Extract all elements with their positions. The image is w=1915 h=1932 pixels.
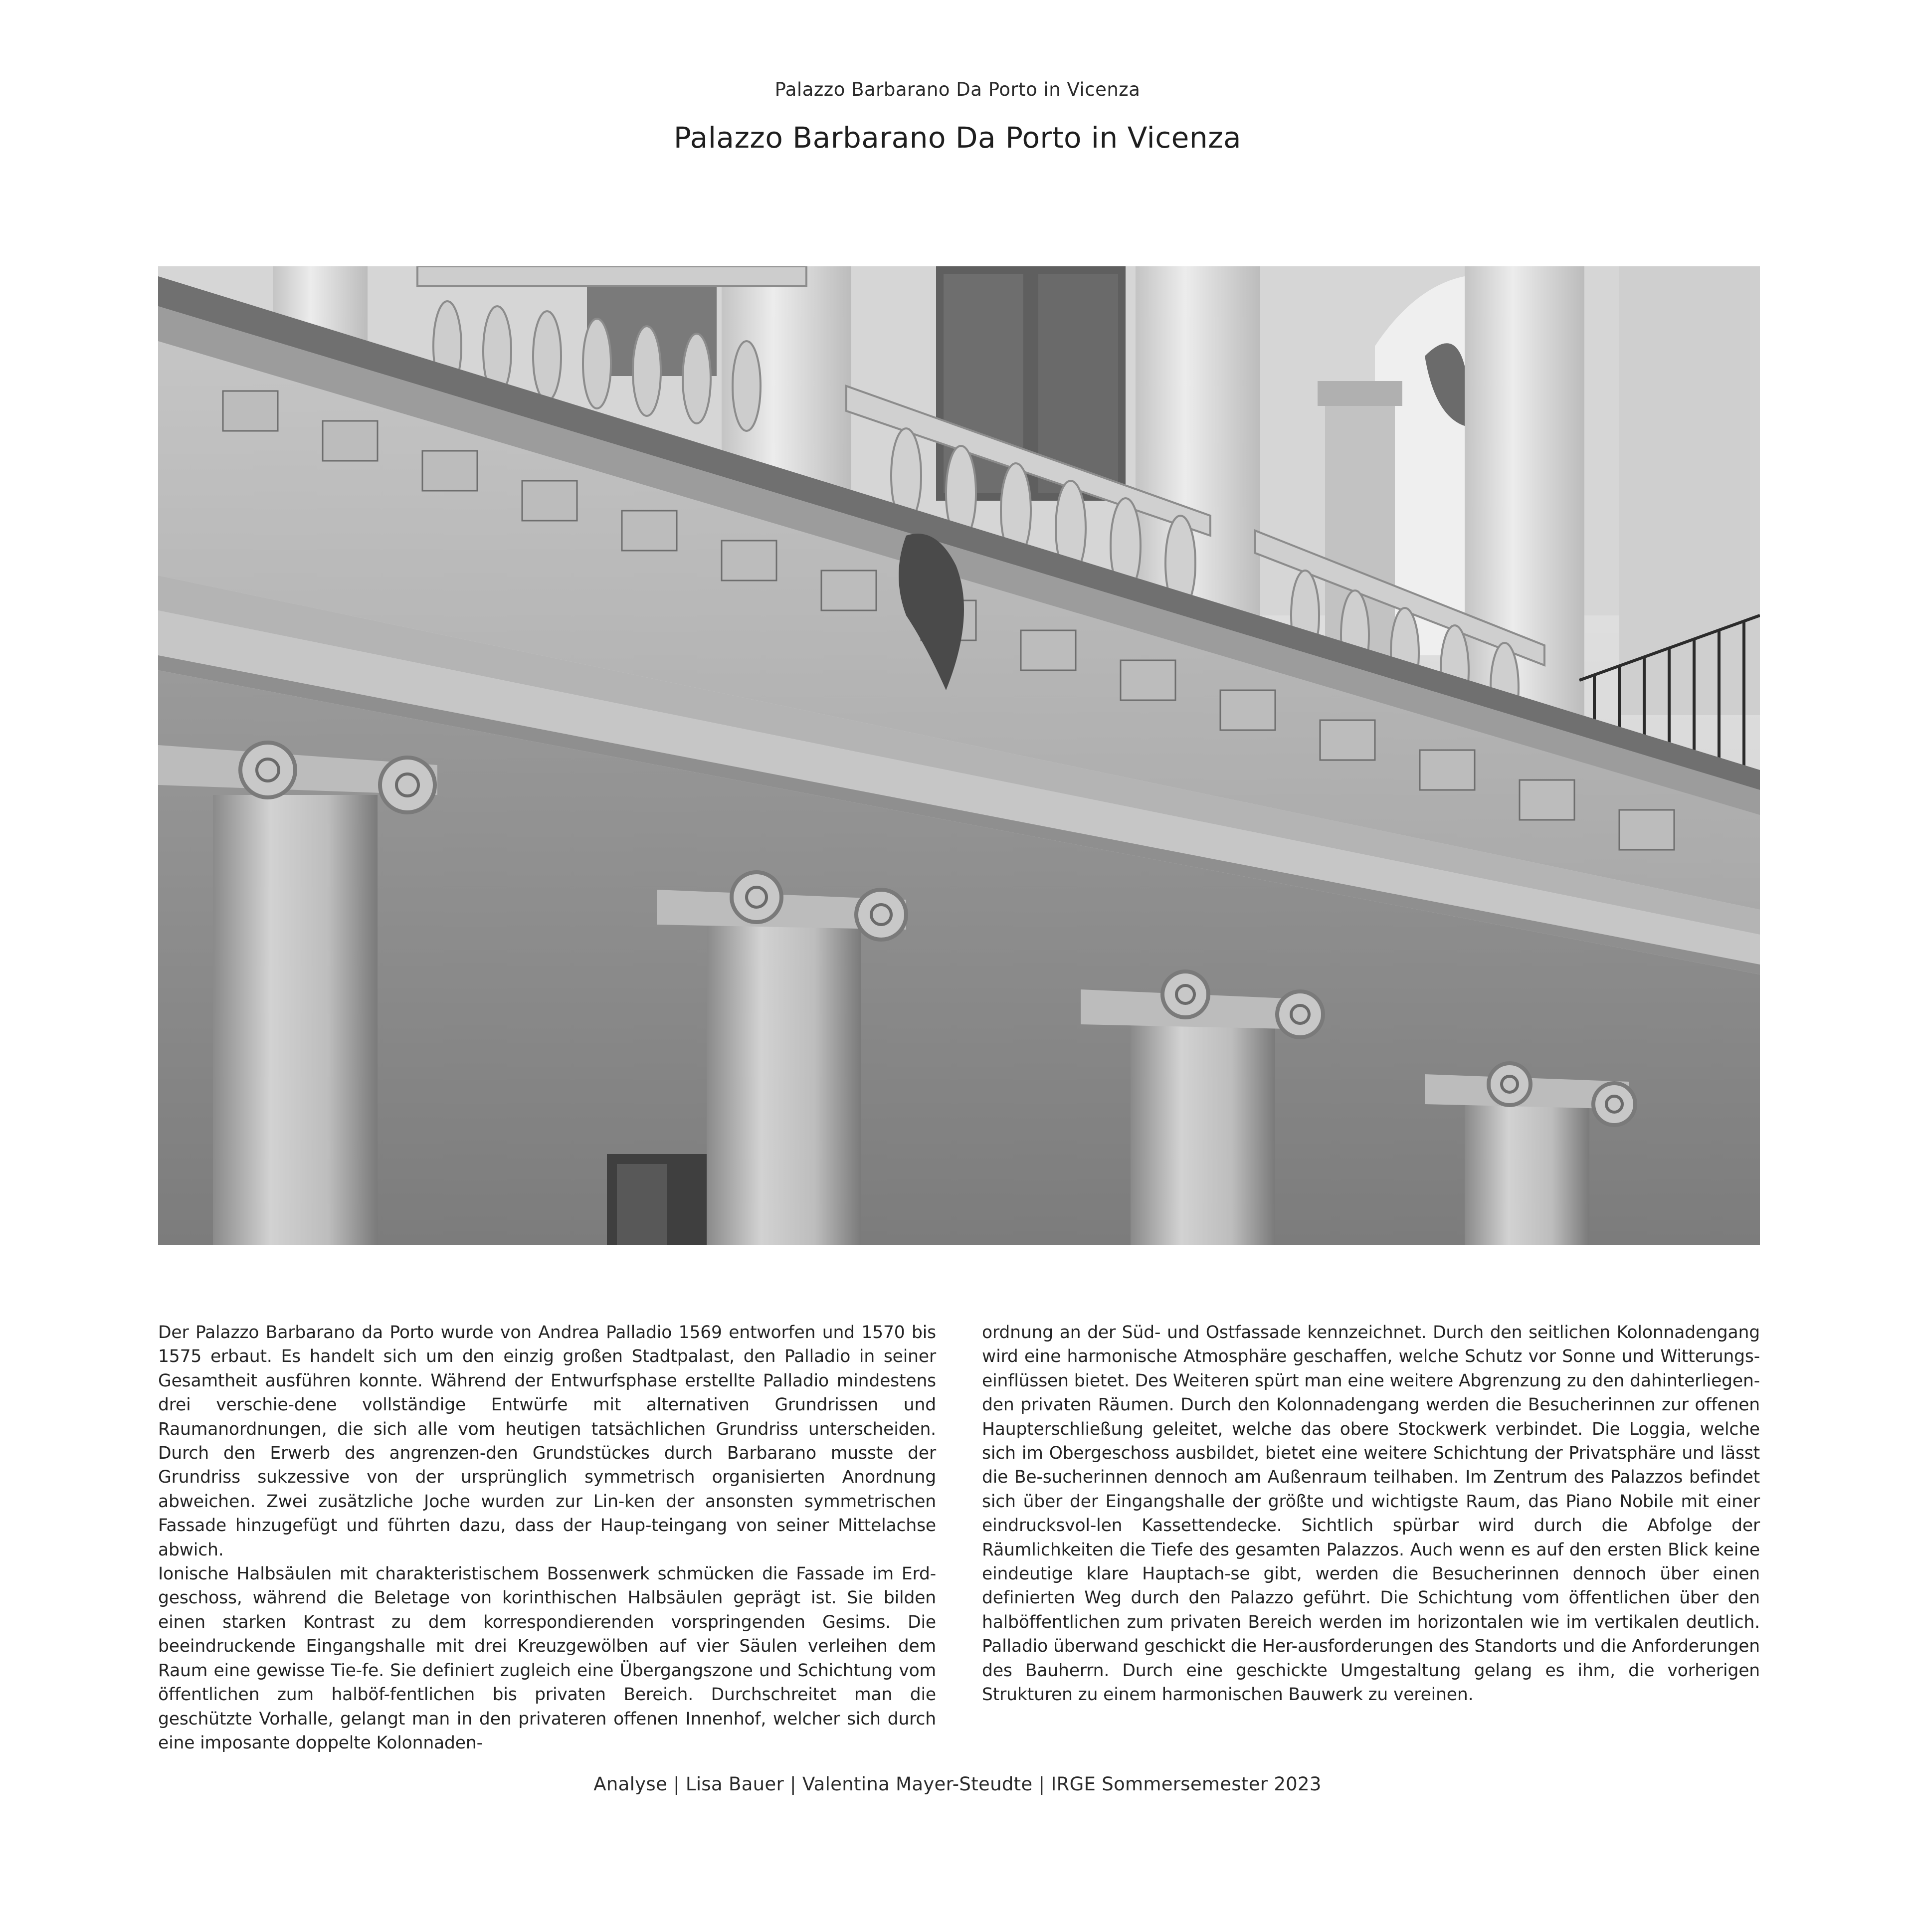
paragraph-courtyard: ordnung an der Süd- und Ostfassade kennzeichnet. Durch den seitlichen Kolonnadengang wird eine harmonische Atmosphäre geschaffen, welche Schutz vor Sonne und Witterungs-einflüssen bietet. Des Weiteren spürt man eine weitere Abgrenzung zu den dahinterliegen-den privaten Räumen. Durch den Kolonnadengang werden die Besucherinnen zur offenen Haupterschließung geleitet, welche das obere Stockwerk verbindet. Die Loggia, welche sich im Obergeschoss ausbildet, bietet eine weitere Schichtung der Privatsphäre und lässt die Be-sucherinnen dennoch am Außenraum teilhaben. Im Zentrum des Palazzos befindet sich über der Eingangshalle der größte und wichtigste Raum, das Piano Nobile mit einer eindrucksvol-len Kassettendecke. Sichtlich spürbar wird durch die Abfolge der Räumlichkeiten die Tiefe des gesamten Palazzos. Auch wenn es auf den ersten Blick keine eindeutige klare Hauptach-se gibt, werden die Besucherinnen dennoch über einen definierten Weg durch den Palazzo geführt. Die Schichtung vom öffentlichen über den halböffentlichen zum privaten Bereich werden im horizontalen wie im vertikalen deutlich. Palladio überwand geschickt die Her-ausforderungen des Standorts und die Anforderungen des Bauherrn. Durch eine geschickte Umgestaltung gelang es ihm, die vorherigen Strukturen zu einem harmonischen Bauwerk zu vereinen. — [982, 1323, 1760, 1705]
running-head: Palazzo Barbarano Da Porto in Vicenza — [774, 79, 1141, 100]
body-column-left — [158, 1321, 936, 1755]
architecture-photo — [158, 266, 1760, 1245]
body-column-right — [982, 1321, 1760, 1707]
page-title: Palazzo Barbarano Da Porto in Vicenza — [673, 121, 1242, 155]
paragraph-history: Der Palazzo Barbarano da Porto wurde von Andrea Palladio 1569 entworfen und 1570 bis 1575 erbaut. Es handelt sich um den einzig großen Stadtpalast, den Palladio in seiner Gesamtheit ausführen konnte. Während der Entwurfsphase erstellte Palladio mindestens drei verschie-dene vollständige Entwürfe mit alternativen Grundrissen und Raumanordnungen, die sich alle vom heutigen tatsächlichen Grundriss unterscheiden. Durch den Erwerb des angrenzen-den Grundstückes durch Barbarano musste der Grundriss sukzessive von der ursprünglich symmetrisch organisierten Anordnung abweichen. Zwei zusätzliche Joche wurden zur Lin-ken der ansonsten symmetrischen Fassade hinzugefügt und führten dazu, dass der Haup-teingang von seiner Mittelachse abwich. — [158, 1323, 936, 1560]
paragraph-facade: Ionische Halbsäulen mit charakteristischem Bossenwerk schmücken die Fassade im Erd-geschoss, während die Beletage von korinthischen Halbsäulen geprägt ist. Sie bilden einen starken Kontrast zu dem korrespondierenden vorspringenden Gesims. Die beeindruckende Eingangshalle mit drei Kreuzgewölben auf vier Säulen verleihen dem Raum eine gewisse Tie-fe. Sie definiert zugleich eine Übergangszone und Schichtung vom öffentlichen zum halböf-fentlichen bis privaten Bereich. Durchschreitet man die geschützte Vorhalle, gelangt man in den privateren offenen Innenhof, welcher sich durch eine imposante doppelte Kolonnaden- — [158, 1564, 936, 1753]
page-footer: Analyse | Lisa Bauer | Valentina Mayer-Steudte | IRGE Sommersemester 2023 — [593, 1773, 1322, 1795]
photo-illustration — [158, 266, 1760, 1245]
